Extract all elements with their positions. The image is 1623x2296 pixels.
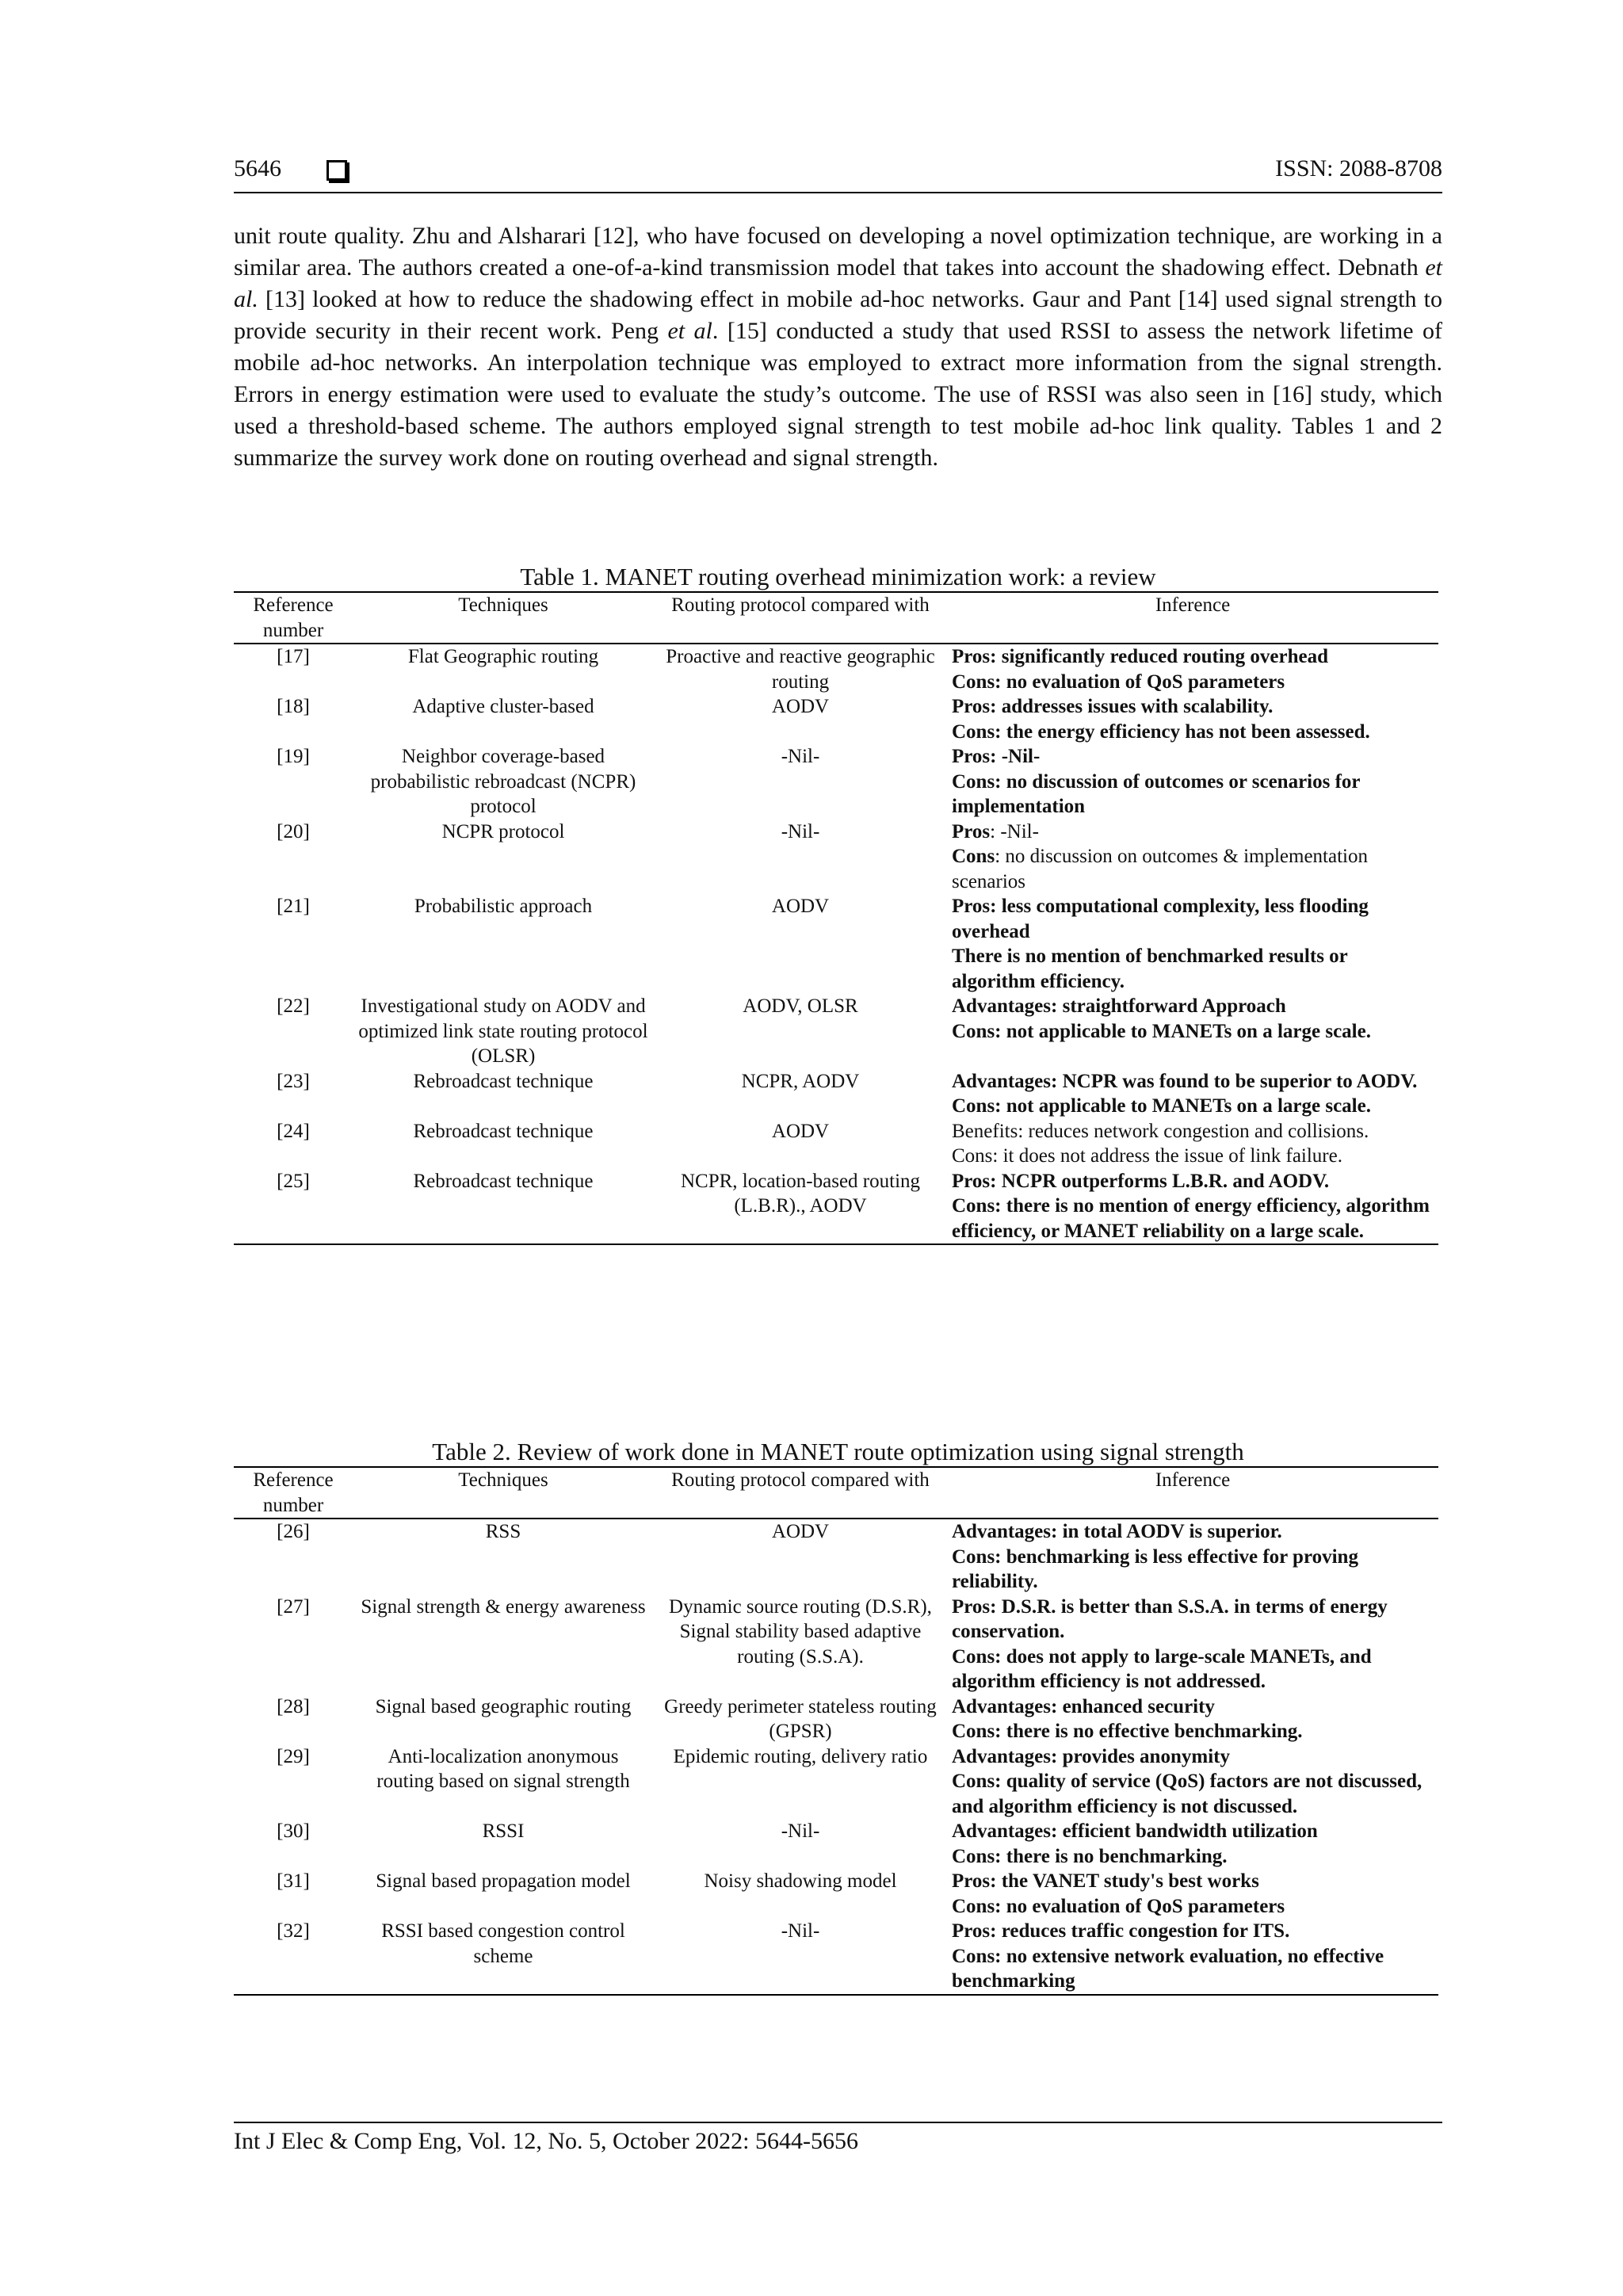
inference-text: Pros: less computational complexity, less flooding overhead (952, 896, 1369, 942)
inference-cell (947, 1069, 1438, 1119)
reference-cell: [29] (277, 1745, 310, 1767)
protocol-cell: AODV (771, 896, 830, 917)
inference-cell (947, 1595, 1438, 1694)
inference-cell (947, 1519, 1438, 1595)
inference-text: Cons: the energy efficiency has not been assessed. (952, 720, 1370, 743)
technique-cell: Rebroadcast technique (413, 1170, 594, 1192)
inference-text: There is no mention of benchmarked results or algorithm efficiency. (952, 946, 1348, 992)
table2-header-row (234, 1467, 1438, 1519)
reference-cell: [31] (277, 1870, 310, 1892)
technique-cell: Anti-localization anonymous routing based on signal strength (376, 1745, 630, 1792)
protocol-cell: -Nil- (781, 746, 820, 767)
reference-cell: [19] (277, 746, 310, 767)
inference-cell (947, 1869, 1438, 1919)
square-bullet-icon (327, 160, 347, 181)
table1-caption: Table 1. MANET routing overhead minimization work: a review (520, 563, 1156, 590)
header-protocol: Routing protocol compared with (671, 594, 930, 616)
technique-cell: Flat Geographic routing (407, 646, 599, 667)
table-row (234, 1694, 1438, 1744)
reference-cell: [27] (277, 1595, 310, 1618)
technique-cell: Rebroadcast technique (413, 1070, 594, 1092)
inference-text: Advantages: efficient bandwidth utilization (952, 1820, 1318, 1842)
inference-text: Pros: D.S.R. is better than S.S.A. in terms of energy conservation. (952, 1595, 1388, 1642)
technique-cell: RSS (485, 1521, 521, 1542)
paragraph-run: unit route quality. Zhu and Alsharari [12], who have focused on developing a novel optimization technique, are working in a similar area. The authors created a one-of-a-kind transmission model that takes into account the shadowing effect. Debnath (234, 223, 1442, 281)
reference-cell: [20] (277, 820, 310, 842)
page-number: 5646 (234, 155, 281, 181)
page-footer (234, 2122, 1442, 2155)
table2-caption: Table 2. Review of work done in MANET route optimization using signal strength (432, 1438, 1244, 1465)
technique-cell: Signal based geographic routing (375, 1695, 632, 1717)
table2 (234, 1466, 1438, 1996)
inference-text: Cons: there is no mention of energy efficiency, algorithm efficiency, or MANET reliability on a large scale. (952, 1195, 1430, 1242)
inference-text: Cons: there is no benchmarking. (952, 1845, 1228, 1867)
inference-text: Cons: not applicable to MANETs on a large scale. (952, 1095, 1371, 1117)
paragraph-run: et al (667, 318, 712, 344)
inference-text: Cons: benchmarking is less effective for proving reliability. (952, 1545, 1358, 1592)
protocol-cell: Proactive and reactive geographic routing (666, 646, 935, 693)
reference-cell: [18] (277, 696, 310, 717)
table-row (234, 644, 1438, 694)
table-row (234, 819, 1438, 895)
inference-text: : -Nil- (990, 820, 1039, 842)
technique-cell: Adaptive cluster-based (412, 696, 594, 717)
protocol-cell: AODV (771, 696, 830, 717)
inference-cell (947, 1694, 1438, 1744)
inference-cell (947, 1819, 1438, 1869)
inference-text: Cons: not applicable to MANETs on a large scale. (952, 1020, 1371, 1042)
table-row (234, 1069, 1438, 1119)
protocol-cell: -Nil- (781, 820, 820, 842)
body-paragraph (234, 220, 1442, 474)
header-reference: Reference number (253, 1469, 334, 1516)
inference-text: Pros (952, 820, 991, 842)
technique-cell: Probabilistic approach (414, 896, 593, 917)
header-reference: Reference number (253, 594, 334, 641)
technique-cell: Neighbor coverage-based probabilistic rebroadcast (NCPR) protocol (370, 746, 636, 817)
inference-text: Pros: addresses issues with scalability. (952, 696, 1274, 717)
table-row (234, 1519, 1438, 1595)
inference-cell (947, 994, 1438, 1069)
protocol-cell: Dynamic source routing (D.S.R), Signal stability based adaptive routing (S.S.A). (669, 1595, 932, 1668)
protocol-cell: AODV (771, 1521, 830, 1542)
table1-header-row (234, 592, 1438, 644)
reference-cell: [24] (277, 1120, 310, 1142)
protocol-cell: AODV, OLSR (743, 995, 858, 1017)
inference-cell (947, 1169, 1438, 1245)
technique-cell: Signal strength & energy awareness (361, 1595, 646, 1618)
inference-cell (947, 1744, 1438, 1820)
table1 (234, 591, 1438, 1245)
inference-text: Cons: no evaluation of QoS parameters (952, 670, 1285, 693)
protocol-cell: -Nil- (781, 1820, 820, 1842)
inference-cell (947, 819, 1438, 895)
protocol-cell: -Nil- (781, 1920, 820, 1942)
technique-cell: RSSI (482, 1820, 525, 1842)
inference-text: Pros: -Nil- (952, 746, 1041, 767)
inference-text: : no discussion on outcomes & implementation scenarios (952, 846, 1368, 892)
inference-text: Pros: NCPR outperforms L.B.R. and AODV. (952, 1170, 1330, 1192)
inference-text: Cons: no discussion of outcomes or scenarios for implementation (952, 770, 1361, 817)
technique-cell: Signal based propagation model (376, 1870, 631, 1892)
inference-text: Cons: quality of service (QoS) factors are not discussed, and algorithm efficiency is not discussed. (952, 1771, 1423, 1817)
inference-text: Advantages: in total AODV is superior. (952, 1521, 1282, 1542)
inference-text: Cons: no evaluation of QoS parameters (952, 1895, 1285, 1917)
inference-cell (947, 1119, 1438, 1169)
protocol-cell: Noisy shadowing model (704, 1870, 897, 1892)
inference-text: Cons: it does not address the issue of link failure. (952, 1145, 1342, 1167)
reference-cell: [30] (277, 1820, 310, 1842)
protocol-cell: Epidemic routing, delivery ratio (673, 1745, 928, 1767)
inference-cell (947, 694, 1438, 744)
reference-cell: [22] (277, 995, 310, 1017)
inference-text: Cons: there is no effective benchmarking. (952, 1721, 1303, 1742)
inference-text: Advantages: straightforward Approach (952, 995, 1286, 1017)
header-inference: Inference (1155, 1469, 1231, 1491)
paragraph-run: [13] looked at how to reduce the shadowing effect in mobile ad-hoc networks. Gaur and Pant [14] used signal strength to provide security in their recent work. Peng (234, 286, 1442, 344)
table-row (234, 1869, 1438, 1919)
inference-text: Pros: significantly reduced routing overhead (952, 646, 1328, 667)
technique-cell: Rebroadcast technique (413, 1120, 594, 1142)
header-protocol: Routing protocol compared with (671, 1469, 930, 1491)
inference-text: Advantages: enhanced security (952, 1695, 1215, 1717)
protocol-cell: NCPR, AODV (741, 1070, 860, 1092)
technique-cell: RSSI based congestion control scheme (381, 1920, 625, 1967)
inference-text: Advantages: provides anonymity (952, 1745, 1230, 1767)
inference-text: Benefits: reduces network congestion and collisions. (952, 1120, 1369, 1142)
inference-cell (947, 894, 1438, 994)
inference-text: Advantages: NCPR was found to be superior to AODV. (952, 1070, 1418, 1092)
protocol-cell: NCPR, location-based routing (L.B.R)., AODV (680, 1170, 921, 1217)
reference-cell: [17] (277, 646, 310, 667)
protocol-cell: Greedy perimeter stateless routing (GPSR) (664, 1695, 937, 1742)
table-row (234, 1169, 1438, 1245)
inference-cell (947, 744, 1438, 819)
inference-text: Pros: the VANET study's best works (952, 1870, 1259, 1892)
header-techniques: Techniques (458, 594, 548, 616)
reference-cell: [32] (277, 1920, 310, 1942)
inference-text: Pros: reduces traffic congestion for ITS. (952, 1920, 1290, 1942)
inference-cell (947, 644, 1438, 694)
table-row (234, 1119, 1438, 1169)
inference-text: Cons (952, 846, 995, 867)
table-row (234, 694, 1438, 744)
paragraph-run: et al. (234, 254, 1442, 312)
journal-citation: Int J Elec & Comp Eng, Vol. 12, No. 5, October 2022: 5644-5656 (234, 2128, 858, 2154)
table-row (234, 1919, 1438, 1995)
reference-cell: [25] (277, 1170, 310, 1192)
table-row (234, 1595, 1438, 1694)
paragraph-run: . [15] conducted a study that used RSSI to assess the network lifetime of mobile ad-hoc networks. An interpolation technique was employed to extract more information from the signal strength. Errors in energy estimation were used to evaluate the study’s outcome. The use of RSSI was also seen in [16] study, which used a threshold-based scheme. The authors employed signal strength to test mobile ad-hoc link quality. Tables 1 and 2 summarize the survey work done on routing overhead and signal strength. (234, 318, 1442, 471)
reference-cell: [26] (277, 1521, 310, 1542)
reference-cell: [21] (277, 896, 310, 917)
inference-text: Cons: does not apply to large-scale MANETs, and algorithm efficiency is not addressed. (952, 1645, 1372, 1692)
table-row (234, 744, 1438, 819)
issn-label: ISSN: 2088-8708 (1275, 155, 1442, 181)
inference-text: Cons: no extensive network evaluation, no effective benchmarking (952, 1945, 1384, 1992)
page-header (234, 155, 1442, 193)
header-techniques: Techniques (458, 1469, 548, 1491)
technique-cell: NCPR protocol (441, 820, 565, 842)
reference-cell: [23] (277, 1070, 310, 1092)
table-row (234, 894, 1438, 994)
table-row (234, 1819, 1438, 1869)
table-row (234, 994, 1438, 1069)
technique-cell: Investigational study on AODV and optimized link state routing protocol (OLSR) (358, 995, 648, 1067)
header-inference: Inference (1155, 594, 1231, 616)
inference-cell (947, 1919, 1438, 1995)
reference-cell: [28] (277, 1695, 310, 1717)
protocol-cell: AODV (771, 1120, 830, 1142)
table-row (234, 1744, 1438, 1820)
